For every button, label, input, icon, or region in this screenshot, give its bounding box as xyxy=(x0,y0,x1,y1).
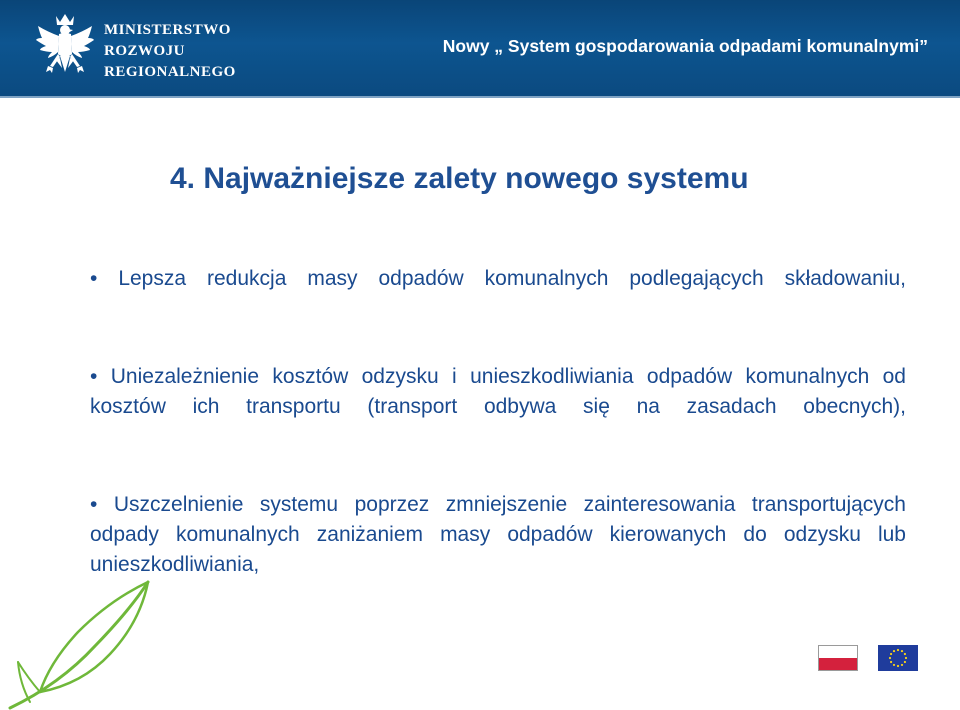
bullet-text-3: Uszczelnienie systemu poprzez zmniejszenie zainteresowania transportujących odpady komunalnych zaniżaniem masy odpadów kierowanych do odzysku lub unieszkodliwiania, xyxy=(90,493,906,576)
eu-flag-icon xyxy=(878,645,918,671)
eu-star xyxy=(893,664,895,666)
eu-star xyxy=(897,665,899,667)
eu-star xyxy=(904,653,906,655)
ministry-line-1: MINISTERSTWO xyxy=(104,22,231,38)
eu-star xyxy=(890,653,892,655)
slide-title: 4. Najważniejsze zalety nowego systemu xyxy=(170,162,749,195)
leaf-logo-icon xyxy=(0,574,180,710)
bullet-text-2: Uniezależnienie kosztów odzysku i unieszkodliwiania odpadów komunalnych od kosztów ich transportu (transport odbywa się na zasadach obecnych), xyxy=(90,365,906,418)
header-title: Nowy „ System gospodarowania odpadami komunalnymi” xyxy=(442,36,928,56)
eu-star xyxy=(901,664,903,666)
bullet-marker: • xyxy=(90,267,98,290)
eu-star xyxy=(904,661,906,663)
bullet-marker: • xyxy=(90,365,98,388)
header-divider xyxy=(0,96,960,98)
eu-star xyxy=(897,649,899,651)
eu-star xyxy=(893,650,895,652)
eu-star xyxy=(905,657,907,659)
ministry-line-2: ROZWOJU xyxy=(104,43,186,59)
eu-star xyxy=(889,657,891,659)
ministry-line-3: REGIONALNEGO xyxy=(104,64,236,80)
eu-star xyxy=(890,661,892,663)
ministry-logo-text xyxy=(104,20,236,83)
bullet-item-3 xyxy=(90,490,906,580)
poland-flag-icon xyxy=(818,645,858,671)
bullet-marker: • xyxy=(90,493,98,516)
eagle-emblem-icon xyxy=(34,10,96,86)
bullet-text-1: Lepsza redukcja masy odpadów komunalnych podlegających składowaniu, xyxy=(118,267,906,290)
bullet-item-2 xyxy=(90,362,906,422)
eu-star xyxy=(901,650,903,652)
header-bar xyxy=(0,0,960,96)
bullet-item-1 xyxy=(90,264,906,294)
